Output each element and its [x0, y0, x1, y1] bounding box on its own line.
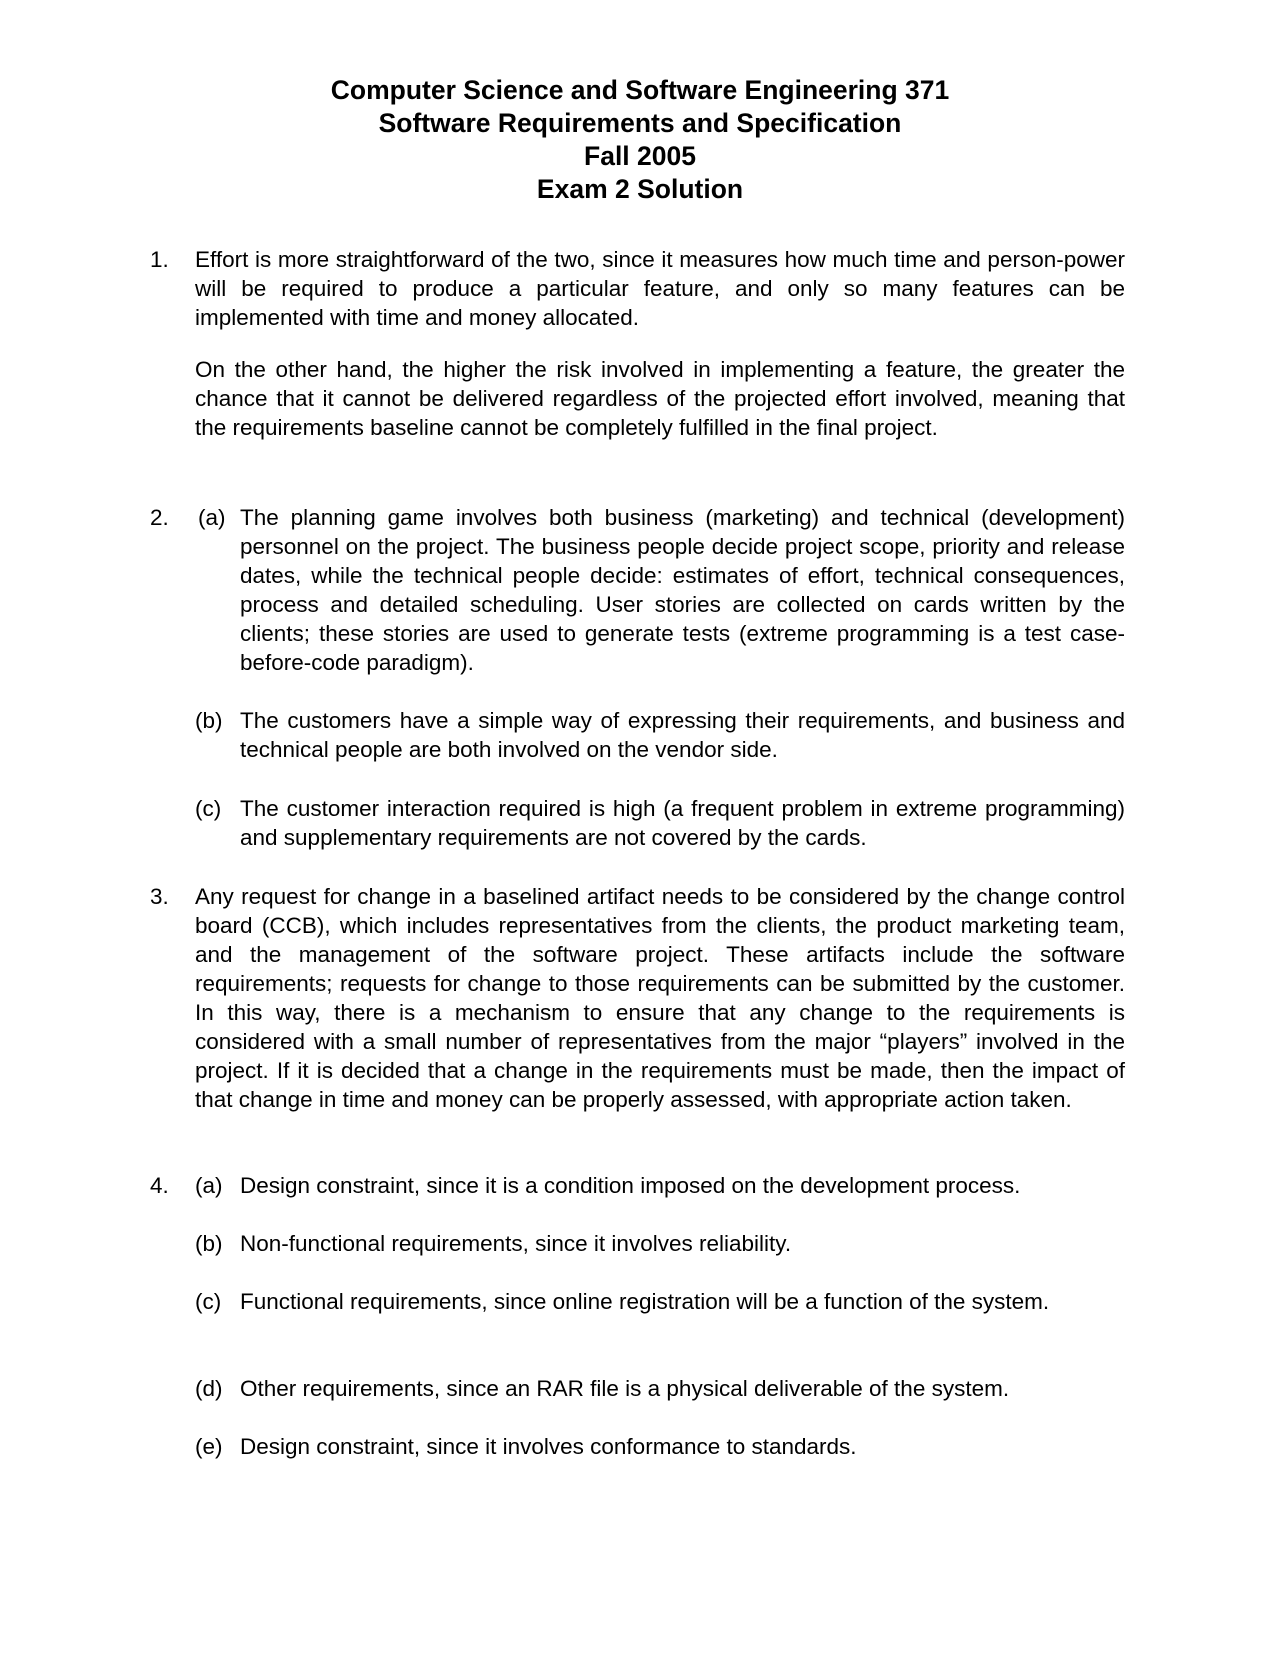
- sub-answer-label: (c): [195, 1289, 222, 1314]
- sub-answer-text: Non-functional requirements, since it involves reliability.: [240, 1231, 792, 1256]
- sub-answer-label: (d): [195, 1376, 223, 1401]
- answer-paragraph: Any request for change in a baselined artifact needs to be considered by the change control board (CCB), which includes representatives from the clients, the product marketing team, and the management of the software project. These artifacts include the software requirements; requests for change to those requirements can be submitted by the customer. In this way, there is a mechanism to ensure that any change to the requirements is considered with a small number of representatives from the major “players” involved in the project. If it is decided that a change in the requirements must be made, then the impact of that change in time and money can be properly assessed, with appropriate action taken.: [195, 884, 1125, 1112]
- sub-answer-text: Design constraint, since it is a condition imposed on the development process.: [240, 1173, 1021, 1198]
- sub-answer-label: (a): [198, 505, 226, 530]
- document-header: [0, 74, 1280, 206]
- sub-answer-label: (c): [195, 796, 222, 821]
- sub-answer-text: Other requirements, since an RAR file is a physical deliverable of the system.: [240, 1376, 1010, 1401]
- sub-answer-label: (b): [195, 708, 223, 733]
- sub-answer-text: Functional requirements, since online registration will be a function of the system.: [240, 1289, 1050, 1314]
- exam-title: Exam 2 Solution: [536, 174, 744, 204]
- answer-paragraph: On the other hand, the higher the risk involved in implementing a feature, the greater the chance that it cannot be delivered regardless of the projected effort involved, meaning that the requirements baseline cannot be completely fulfilled in the final project.: [195, 357, 1125, 440]
- sub-answer-text: The planning game involves both business (marketing) and technical (development) personnel on the project. The business people decide project scope, priority and release dates, while the technical people decide: estimates of effort, technical consequences, process and detailed scheduling. User stories are collected on cards written by the clients; these stories are used to generate tests (extreme programming is a test case-before-code paradigm).: [240, 505, 1125, 675]
- sub-answer-label: (b): [195, 1231, 223, 1256]
- question-number: 2.: [150, 505, 169, 530]
- question-number: 3.: [150, 884, 169, 909]
- course-subtitle: Software Requirements and Specification: [378, 108, 902, 138]
- sub-answer-label: (e): [195, 1434, 223, 1459]
- question-number: 1.: [150, 247, 169, 272]
- sub-answer-text: The customer interaction required is high (a frequent problem in extreme programming) and supplementary requirements are not covered by the cards.: [240, 796, 1125, 850]
- sub-answer-text: Design constraint, since it involves conformance to standards.: [240, 1434, 857, 1459]
- question-number: 4.: [150, 1173, 169, 1198]
- sub-answer-label: (a): [195, 1173, 223, 1198]
- term: Fall 2005: [584, 141, 696, 171]
- answer-paragraph: Effort is more straightforward of the two, since it measures how much time and person-power will be required to produce a particular feature, and only so many features can be implemented with time and money allocated.: [195, 247, 1125, 330]
- course-title: Computer Science and Software Engineering 371: [330, 75, 950, 105]
- sub-answer-text: The customers have a simple way of expressing their requirements, and business and technical people are both involved on the vendor side.: [240, 708, 1125, 762]
